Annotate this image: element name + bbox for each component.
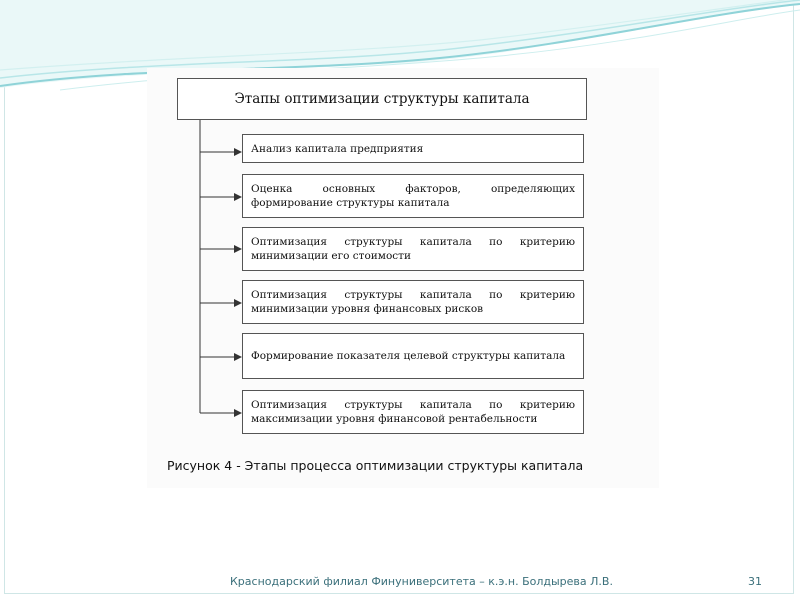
page-number: 31 bbox=[748, 575, 762, 588]
stage-label-4: Оптимизация структуры капитала по критерию минимизации уровня финансовых рисков bbox=[251, 289, 575, 315]
stage-box-1 bbox=[242, 134, 584, 163]
diagram-title-box bbox=[177, 78, 587, 120]
stage-box-3 bbox=[242, 227, 584, 271]
stage-box-5 bbox=[242, 333, 584, 379]
stage-label-6: Оптимизация структуры капитала по критерию максимизации уровня финансовой рентабельности bbox=[251, 399, 575, 425]
stage-label-2: Оценка основных факторов, определяющих формирование структуры капитала bbox=[251, 183, 575, 209]
diagram-title: Этапы оптимизации структуры капитала bbox=[234, 91, 530, 107]
figure-caption: Рисунок 4 - Этапы процесса оптимизации структуры капитала bbox=[167, 458, 584, 473]
stage-box-6 bbox=[242, 390, 584, 434]
stage-label-1: Анализ капитала предприятия bbox=[251, 142, 424, 155]
stage-box-4 bbox=[242, 280, 584, 324]
stage-box-2 bbox=[242, 174, 584, 218]
figure-image bbox=[147, 68, 659, 488]
footer-text: Краснодарский филиал Финуниверситета – к.э.н. Болдырева Л.В. bbox=[230, 575, 613, 588]
stage-label-5: Формирование показателя целевой структуры капитала bbox=[251, 350, 566, 362]
stage-label-3: Оптимизация структуры капитала по критерию минимизации его стоимости bbox=[251, 236, 575, 262]
